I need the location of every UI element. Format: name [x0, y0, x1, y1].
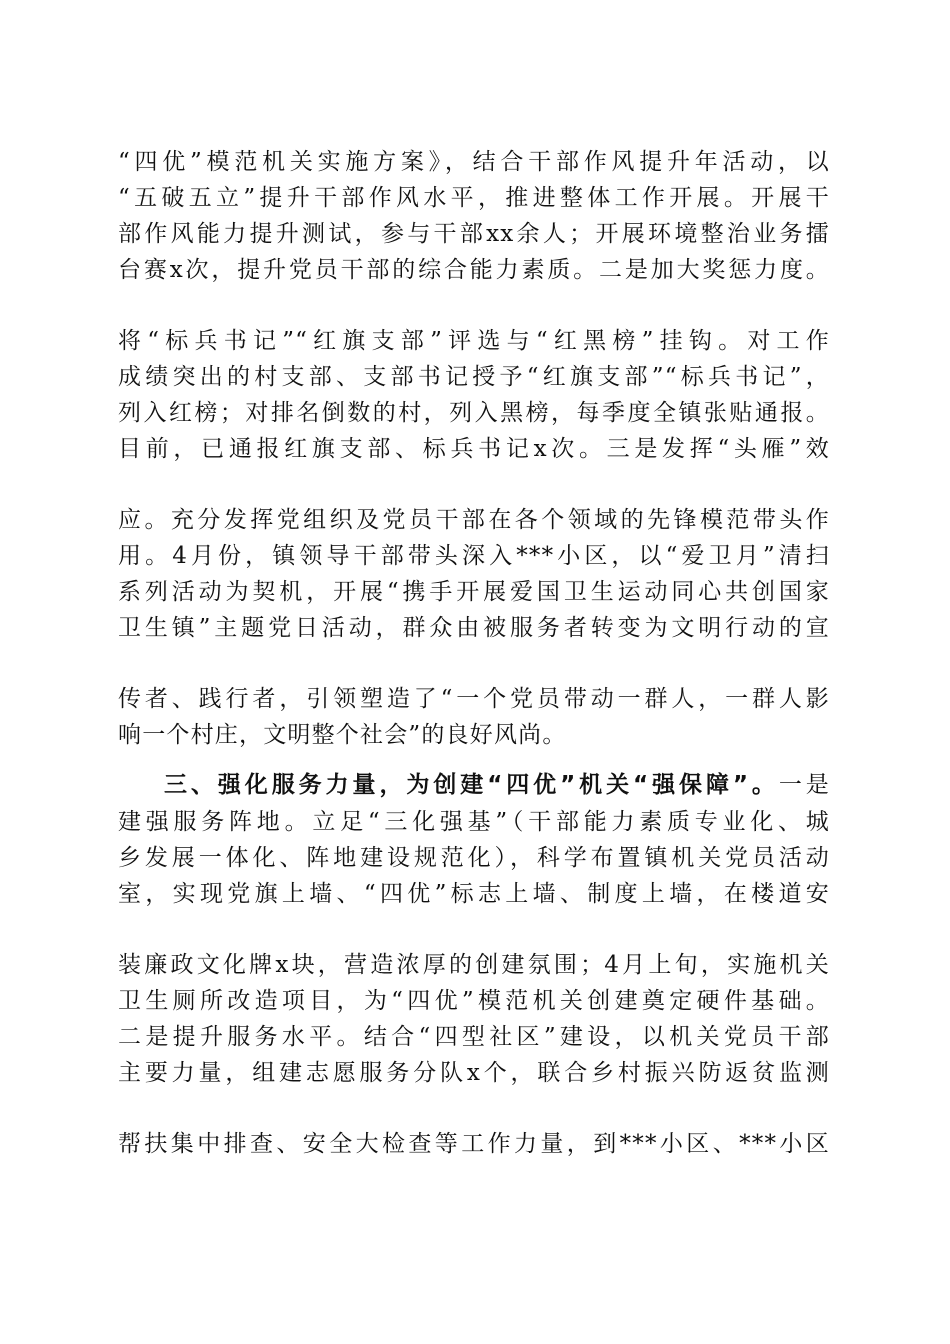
- section-heading: 三、强化服务力量，为创建“四优”机关“强保障”。: [164, 772, 779, 798]
- paragraph-line: 响一个村庄，文明整个社会”的良好风尚。: [118, 722, 567, 748]
- paragraph-line: 将“标兵书记”“红旗支部”评选与“红黑榜”挂钩。对工作: [118, 328, 830, 354]
- paragraph-line: 目前，已通报红旗支部、标兵书记x次。三是发挥“头雁”效: [118, 436, 830, 462]
- paragraph-line: 系列活动为契机，开展“携手开展爱国卫生运动同心共创国家: [118, 579, 830, 605]
- paragraph-line: “四优”模范机关实施方案》，结合干部作风提升年活动，以: [118, 149, 830, 175]
- paragraph-line: 室，实现党旗上墙、“四优”标志上墙、制度上墙，在楼道安: [118, 881, 830, 907]
- heading-tail: 一是: [778, 772, 831, 798]
- paragraph-line: 乡发展一体化、阵地建设规范化），科学布置镇机关党员活动: [118, 845, 830, 871]
- paragraph-line: 二是提升服务水平。结合“四型社区”建设，以机关党员干部: [118, 1024, 830, 1050]
- paragraph-line: 台赛x次，提升党员干部的综合能力素质。二是加大奖惩力度。: [118, 257, 830, 283]
- paragraph-line: 列入红榜；对排名倒数的村，列入黑榜，每季度全镇张贴通报。: [118, 400, 830, 426]
- paragraph-line: “五破五立”提升干部作风水平，推进整体工作开展。开展干: [118, 185, 830, 211]
- paragraph-line: 装廉政文化牌x块，营造浓厚的创建氛围；4月上旬，实施机关: [118, 952, 830, 978]
- paragraph-line: 卫生镇”主题党日活动，群众由被服务者转变为文明行动的宣: [118, 615, 830, 641]
- paragraph-line: 卫生厕所改造项目，为“四优”模范机关创建奠定硬件基础。: [118, 988, 830, 1014]
- paragraph-line: 部作风能力提升测试，参与干部xx余人；开展环境整治业务擂: [118, 221, 830, 247]
- paragraph-line: 应。充分发挥党组织及党员干部在各个领域的先锋模范带头作: [118, 507, 830, 533]
- paragraph-line: 建强服务阵地。立足“三化强基”（干部能力素质专业化、城: [118, 809, 830, 835]
- paragraph-line: 主要力量，组建志愿服务分队x个，联合乡村振兴防返贫监测: [118, 1060, 830, 1086]
- section-heading-line: [164, 769, 830, 801]
- paragraph-line: 传者、践行者，引领塑造了“一个党员带动一群人，一群人影: [118, 686, 830, 712]
- paragraph-line: 用。4月份，镇领导干部带头深入***小区，以“爱卫月”清扫: [118, 543, 830, 569]
- paragraph-line: 帮扶集中排查、安全大检查等工作力量，到***小区、***小区: [118, 1131, 830, 1157]
- paragraph-line: 成绩突出的村支部、支部书记授予“红旗支部”“标兵书记”，: [118, 364, 830, 390]
